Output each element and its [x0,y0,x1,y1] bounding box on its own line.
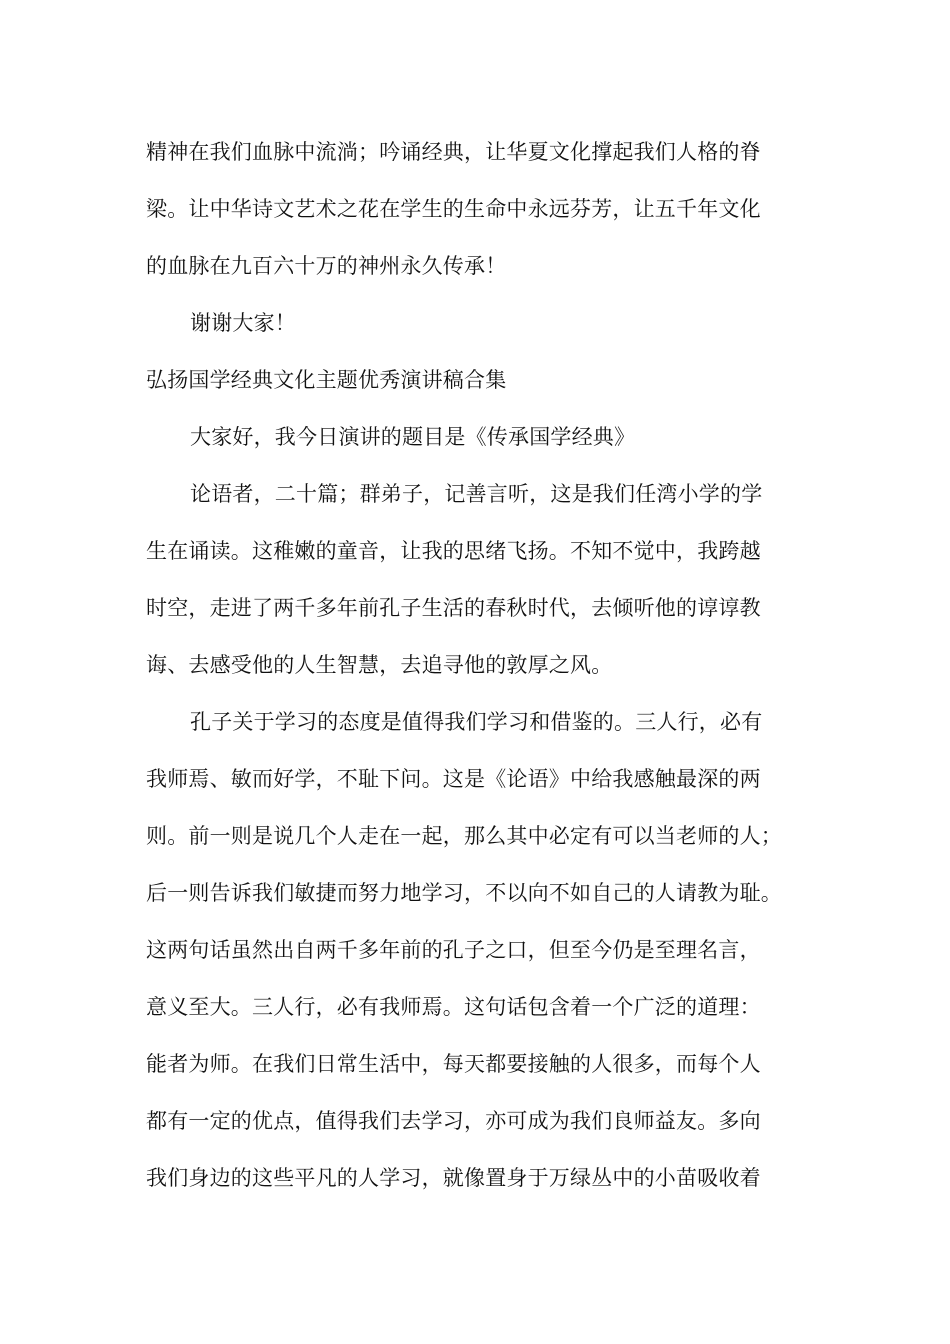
text-line: 孔子关于学习的态度是值得我们学习和借鉴的。三人行，必有 [190,710,763,734]
text-line: 都有一定的优点，值得我们去学习，亦可成为我们良师益友。多向 [146,1109,761,1133]
text-line: 大家好，我今日演讲的题目是《传承国学经典》 [190,425,636,449]
text-line: 这两句话虽然出自两千多年前的孔子之口，但至今仍是至理名言， [146,938,761,962]
text-line: 后一则告诉我们敏捷而努力地学习，不以向不如自己的人请教为耻。 [146,881,782,905]
text-line: 我们身边的这些平凡的人学习，就像置身于万绿丛中的小苗吸收着 [146,1166,761,1190]
text-line: 梁。让中华诗文艺术之花在学生的生命中永远芬芳，让五千年文化 [146,197,761,221]
section-heading: 弘扬国学经典文化主题优秀演讲稿合集 [146,368,507,392]
text-line: 则。前一则是说几个人走在一起，那么其中必定有可以当老师的人； [146,824,782,848]
text-line: 意义至大。三人行，必有我师焉。这句话包含着一个广泛的道理： [146,995,761,1019]
text-line: 论语者，二十篇；群弟子，记善言听，这是我们任湾小学的学 [190,482,763,506]
text-line: 生在诵读。这稚嫩的童音，让我的思绪飞扬。不知不觉中，我跨越 [146,539,761,563]
text-line: 时空，走进了两千多年前孔子生活的春秋时代，去倾听他的谆谆教 [146,596,761,620]
text-line: 诲、去感受他的人生智慧，去追寻他的敦厚之风。 [146,653,613,677]
text-line: 精神在我们血脉中流淌；吟诵经典，让华夏文化撑起我们人格的脊 [146,140,761,164]
text-line: 能者为师。在我们日常生活中，每天都要接触的人很多，而每个人 [146,1052,761,1076]
text-line: 的血脉在九百六十万的神州永久传承！ [146,254,507,278]
text-line: 谢谢大家！ [190,311,296,335]
text-line: 我师焉、敏而好学，不耻下问。这是《论语》中给我感触最深的两 [146,767,761,791]
